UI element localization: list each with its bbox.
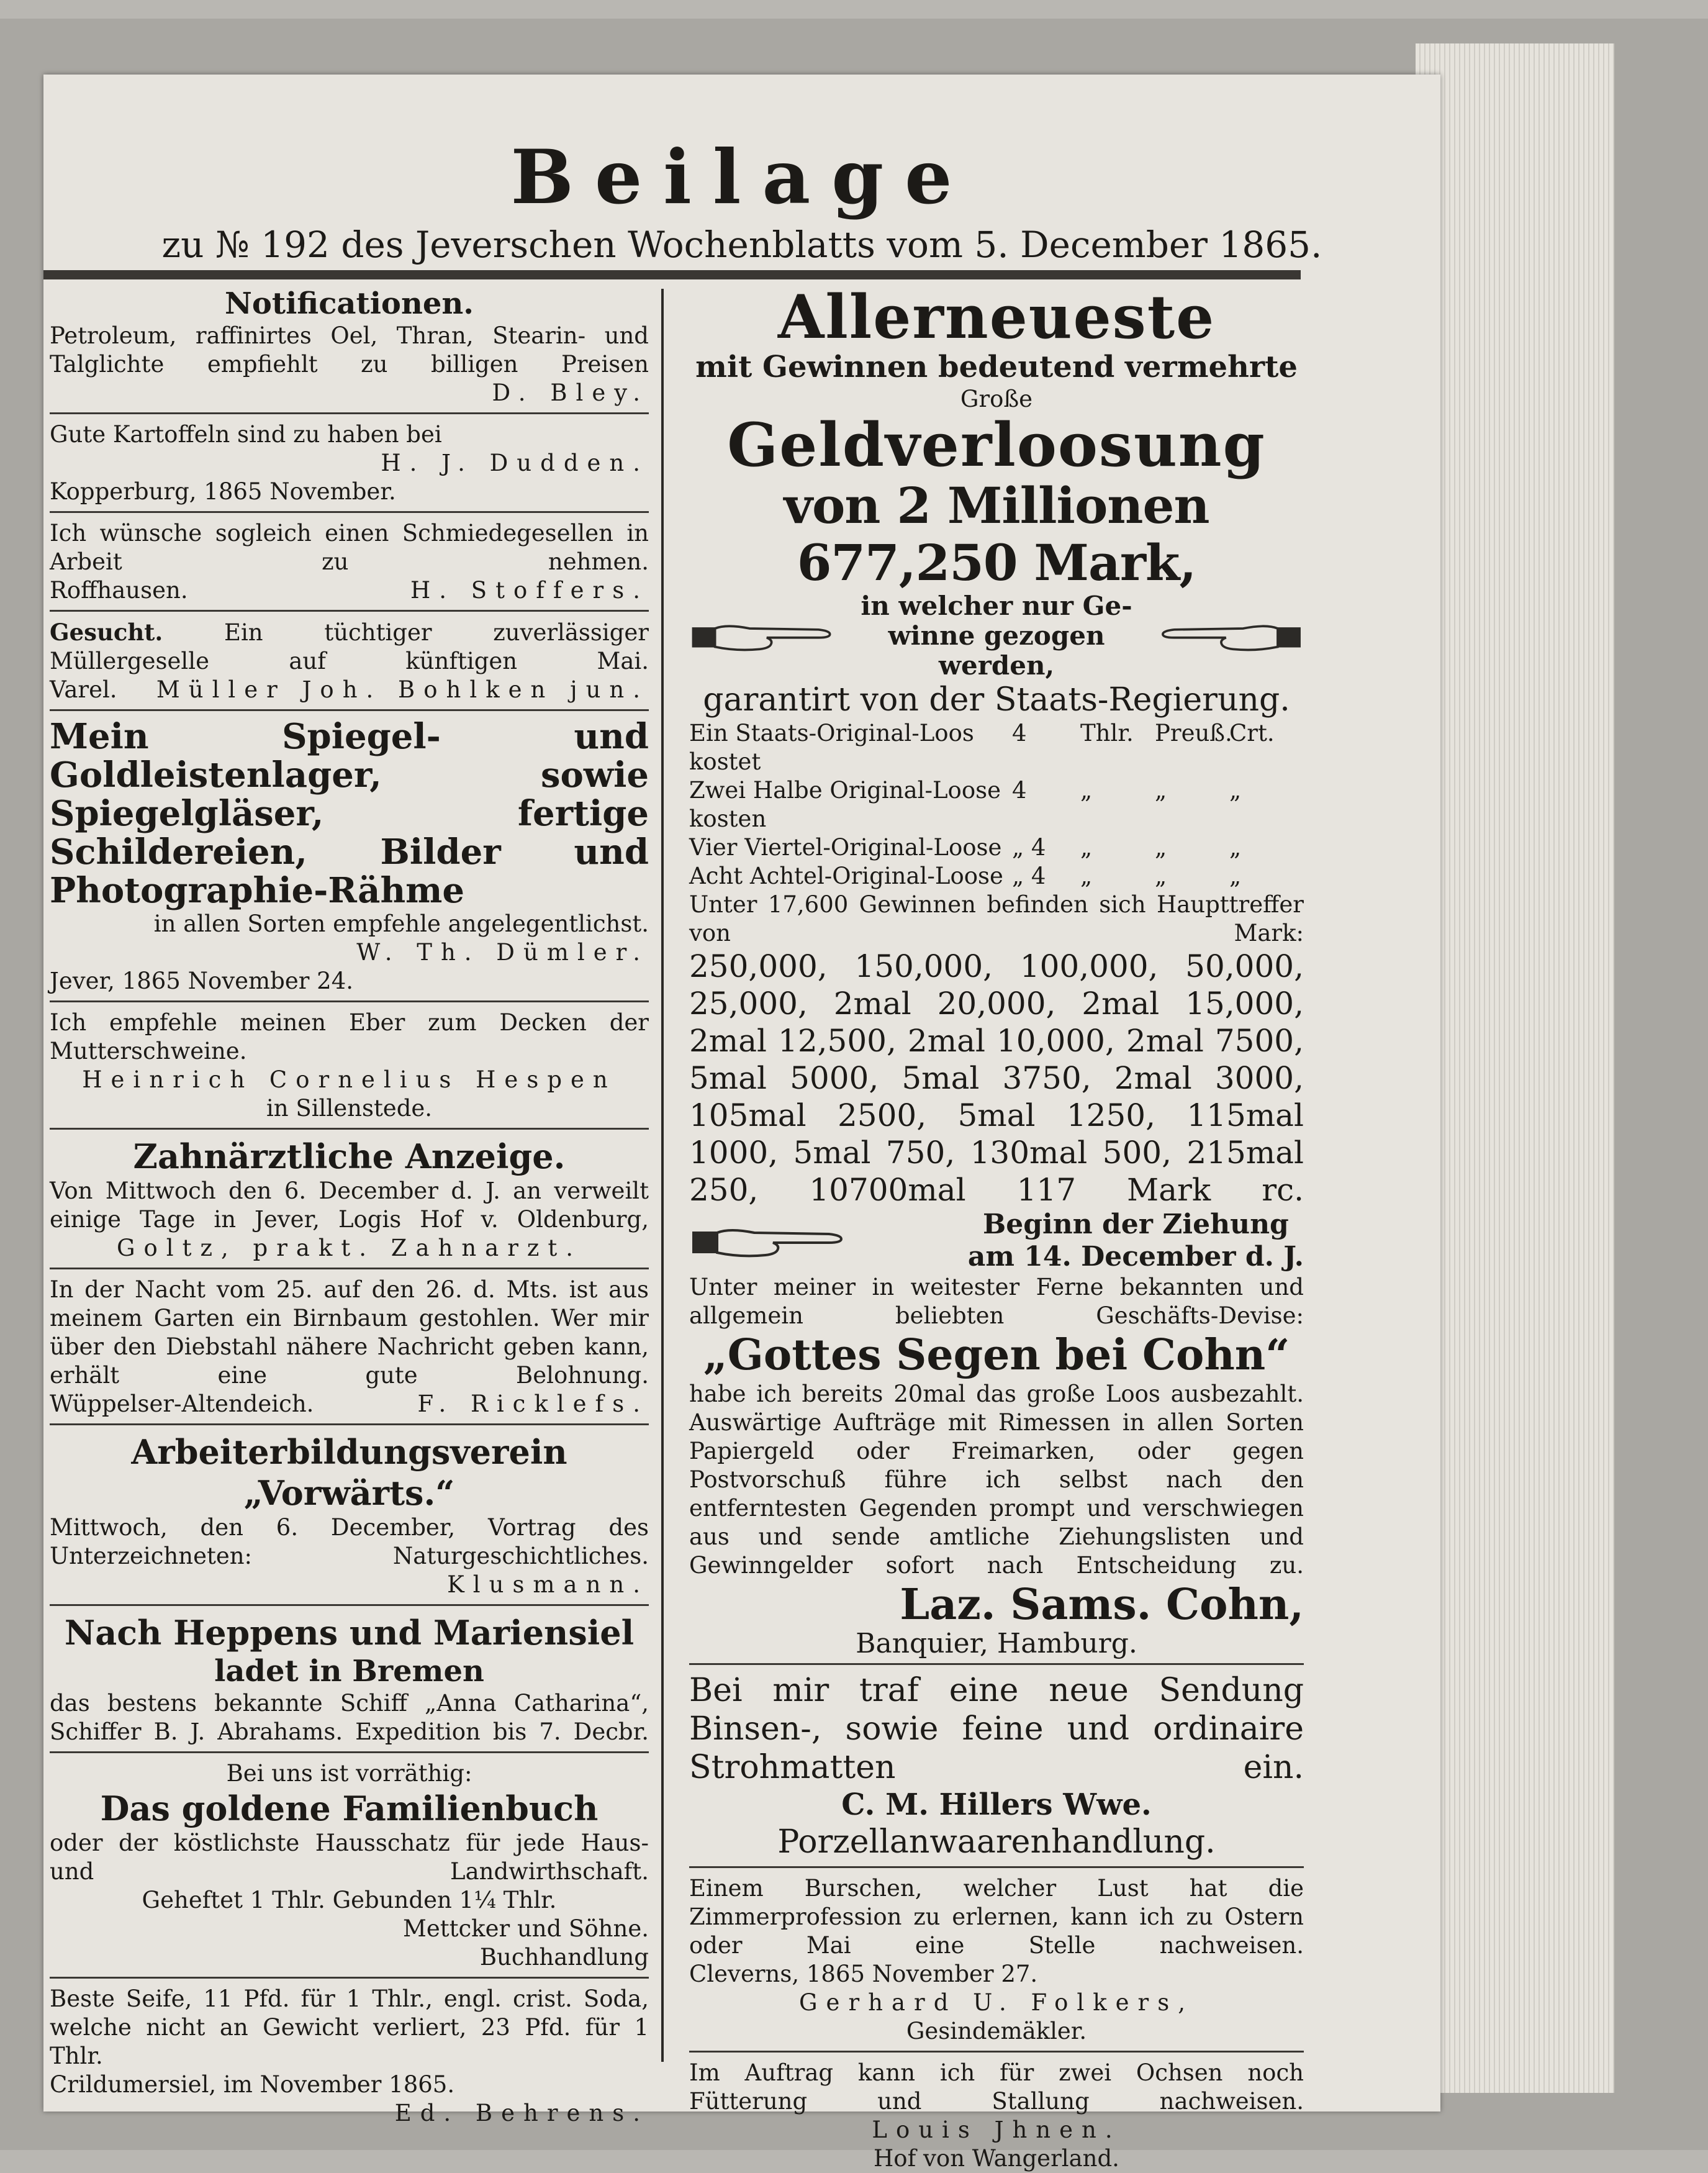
buch-signature-sub: Buchhandlung [479, 1944, 649, 1971]
lottery-amount: von 2 Millionen 677,250 Mark, [784, 476, 1209, 592]
bursche-signature-sub: Gesindemäkler. [906, 2018, 1087, 2044]
page-title: Beilage [510, 134, 974, 221]
separator [50, 1604, 649, 1606]
separator [50, 610, 649, 612]
lottery-headline: Allerneueste [777, 282, 1216, 352]
loos-row-2-label: Zwei Halbe Original-Loose kosten [689, 777, 1001, 832]
header-rule [43, 270, 1301, 279]
heppens-text: das bestens bekannte Schiff „Anna Catharina“, Schiffer B. J. Abrahams. Expedition bis 7. Decbr. [50, 1690, 649, 1745]
hillers-text: Bei mir traf eine neue Sendung Binsen-, sowie feine und ordinaire Strohmatten ein. [689, 1672, 1304, 1786]
spiegel-place: Jever, 1865 November 24. [50, 968, 354, 994]
separator [689, 1866, 1304, 1868]
gesucht-signature: Müller Joh. Bohlken jun. [156, 676, 649, 703]
loos-row-3-amount: „ 4 [1012, 834, 1046, 861]
loos-price-table [689, 719, 1304, 891]
page-edges [1416, 43, 1614, 2093]
gesucht-place: Varel. [50, 676, 117, 703]
seife-text: Beste Seife, 11 Pfd. für 1 Thlr., engl. crist. Soda, welche nicht an Gewicht verliert, 23 Pfd. für 1 Thlr. [50, 1985, 649, 2069]
schmied-signature: H. Stoffers. [410, 577, 649, 604]
buch-title: Das goldene Familienbuch [100, 1789, 599, 1828]
seife-signature: Ed. Behrens. [394, 2100, 649, 2126]
beginn-text-1: Beginn der Ziehung [983, 1209, 1289, 1240]
gesucht-label: Gesucht. [50, 619, 163, 646]
beginn-text-block [968, 1209, 1304, 1273]
loos-row-4-label: Acht Achtel-Original-Loose [689, 863, 1003, 889]
prize-list: 250,000, 150,000, 100,000, 50,000, 25,000, 2mal 20,000, 2mal 15,000, 2mal 12,500, 2mal 10,000, 2mal 7500, 5mal 5000, 5mal 3750, 2mal 3000, 105mal 2500, 5mal 1250, 115mal 1000, 5mal 750, 130mal 500, 215mal 250, 10700mal 117 Mark rc. [689, 948, 1304, 1208]
schmied-footer [50, 576, 649, 605]
buch-text: oder der köstlichste Hausschatz für jede Haus- und Landwirthschaft. [50, 1830, 649, 1885]
loos-row-1-currency: Preuß. [1155, 720, 1232, 746]
unter-text: Unter 17,600 Gewinnen befinden sich Haupttreffer von Mark: [689, 891, 1304, 946]
separator [50, 1423, 649, 1425]
cohn-title: Banquier, Hamburg. [856, 1628, 1137, 1659]
buch-price: Geheftet 1 Thlr. Gebunden 1¼ Thlr. [142, 1887, 557, 1913]
bursche-text: Einem Burschen, welcher Lust hat die Zimmerprofession zu erlernen, kann ich zu Ostern oder Mai eine Stelle nachweisen. [689, 1875, 1304, 1959]
newspaper-page [43, 75, 1440, 2172]
page-subtitle: zu № 192 des Jeverschen Wochenblatts vom 5. December 1865. [161, 224, 1322, 266]
pointing-hand-right-icon [689, 614, 839, 658]
hand-text-1: in welcher nur Ge- [861, 591, 1132, 621]
spiegel-text: in allen Sorten empfehle angelegentlichst. [153, 910, 649, 937]
loos-row-2-currency: „ [1155, 777, 1167, 804]
loos-row-3-crt: „ [1229, 834, 1242, 861]
kartoffel-place: Kopperburg, 1865 November. [50, 478, 396, 505]
kartoffel-signature: H. J. Dudden. [381, 450, 649, 476]
separator [50, 1000, 649, 1002]
loos-row-1-unit: Thlr. [1080, 720, 1134, 746]
eber-place: in Sillenstede. [266, 1095, 433, 1122]
hillers-name: C. M. Hillers Wwe. [841, 1787, 1152, 1822]
cohn-name: Laz. Sams. Cohn, [900, 1580, 1304, 1630]
lottery-subheadline: mit Gewinnen bedeutend vermehrte [695, 350, 1298, 384]
nacht-place: Wüppelser-Altendeich. [50, 1390, 314, 1417]
beginn-row [689, 1209, 1304, 1273]
notif-signature: D. Bley. [492, 379, 649, 406]
zahn-signature: Goltz, prakt. Zahnarzt. [116, 1235, 582, 1261]
separator [50, 709, 649, 711]
nacht-text: In der Nacht vom 25. auf den 26. d. Mts. ist aus meinem Garten ein Birnbaum gestohlen. Wer mir über den Diebstahl nähere Nachricht geben kann, erhält eine gute Belohnung. [50, 1276, 649, 1389]
separator [50, 1977, 649, 1979]
right-column [689, 282, 1304, 2173]
buch-signature: Mettcker und Söhne. [402, 1915, 649, 1942]
pointing-hand-right-icon [689, 1219, 851, 1263]
separator [50, 1751, 649, 1753]
schmied-text: Ich wünsche sogleich einen Schmiedegesellen in Arbeit zu nehmen. [50, 520, 649, 575]
schmied-place: Roffhausen. [50, 577, 188, 604]
loos-row-4-unit: „ [1080, 863, 1093, 889]
lottery-grosse: Große [960, 386, 1033, 412]
loos-row-3-unit: „ [1080, 834, 1093, 861]
heppens-sub-ladet: ladet in [214, 1654, 342, 1689]
devise-text: Unter meiner in weitester Ferne bekannten und allgemein beliebten Geschäfts-Devise: [689, 1274, 1304, 1329]
separator [50, 1128, 649, 1130]
loos-row-4-crt: „ [1229, 863, 1242, 889]
seife-place: Crildumersiel, im November 1865. [50, 2071, 455, 2098]
zahn-heading: Zahnärztliche Anzeige. [133, 1136, 566, 1176]
arbeiter-heading: Arbeiterbildungsverein „Vorwärts.“ [131, 1432, 567, 1513]
loos-row-1-amount: 4 [1012, 720, 1027, 746]
loos-row-3-currency: „ [1155, 834, 1167, 861]
hand-text-block [839, 591, 1155, 681]
loos-row-3-label: Vier Viertel-Original-Loose [689, 834, 1002, 861]
loos-row-2-unit: „ [1080, 777, 1093, 804]
arbeiter-signature: Klusmann. [447, 1571, 649, 1598]
ochsen-signature: Louis Jhnen. [872, 2116, 1121, 2143]
nacht-footer [50, 1390, 649, 1418]
beginn-text-2: am 14. December d. J. [967, 1241, 1304, 1272]
ochsen-text: Im Auftrag kann ich für zwei Ochsen noch Fütterung und Stallung nachweisen. [689, 2059, 1304, 2115]
bursche-place: Cleverns, 1865 November 27. [689, 1961, 1038, 1987]
pointing-hands-row [689, 591, 1304, 681]
lottery-title: Geldverloosung [727, 410, 1266, 480]
loos-row-2-crt: „ [1229, 777, 1242, 804]
buch-intro: Bei uns ist vorräthig: [226, 1760, 472, 1787]
cohn-text: habe ich bereits 20mal das große Loos ausbezahlt. Auswärtige Aufträge mit Rimessen in allen Sorten Papiergeld oder Freimarken, oder gegen Postvorschuß führe ich selbst nach den entferntesten Gegenden prompt und verschwiegen aus und sende amtliche Ziehungslisten und Gewinngelder sofort nach Entscheidung zu. [689, 1381, 1304, 1579]
loos-row-1-label: Ein Staats-Original-Loos kostet [689, 720, 974, 775]
eber-text: Ich empfehle meinen Eber zum Decken der Mutterschweine. [50, 1009, 649, 1064]
pointing-hand-left-icon [1154, 614, 1304, 658]
gesucht-footer [50, 676, 649, 704]
eber-signature: Heinrich Cornelius Hespen [82, 1066, 617, 1093]
nacht-signature: F. Ricklefs. [417, 1390, 649, 1417]
separator [50, 1268, 649, 1269]
loos-row-1-crt: Crt. [1229, 720, 1275, 746]
notif-text: Petroleum, raffinirtes Oel, Thran, Stearin- und Talglichte empfiehlt zu billigen Preisen [50, 322, 649, 378]
left-column [50, 286, 649, 2128]
bursche-signature: Gerhard U. Folkers, [799, 1989, 1194, 2016]
ochsen-signature-sub: Hof von Wangerland. [874, 2145, 1119, 2172]
loos-row-4-amount: „ 4 [1012, 863, 1046, 889]
zahn-text: Von Mittwoch den 6. December d. J. an verweilt einige Tage in Jever, Logis Hof v. Oldenburg, [50, 1177, 649, 1233]
heppens-sub [50, 1653, 649, 1689]
hand-text-2: winne gezogen werden, [888, 620, 1105, 681]
heppens-heading: Nach Heppens und Mariensiel [64, 1613, 635, 1653]
devise-slogan: „Gottes Segen bei Cohn“ [703, 1330, 1290, 1380]
garantirt-text: garantirt von der Staats-Regierung. [703, 681, 1290, 719]
heppens-sub-bremen: Bremen [352, 1654, 484, 1689]
kartoffel-text: Gute Kartoffeln sind zu haben bei [50, 421, 442, 448]
hillers-title: Porzellanwaarenhandlung. [777, 1823, 1216, 1861]
arbeiter-text: Mittwoch, den 6. December, Vortrag des Unterzeichneten: Naturgeschichtliches. [50, 1514, 649, 1569]
spiegel-signature: W. Th. Dümler. [356, 939, 649, 966]
separator [689, 2051, 1304, 2053]
notif-heading: Notificationen. [225, 286, 474, 321]
separator [50, 412, 649, 414]
gesucht-ad [50, 618, 649, 676]
column-divider [661, 289, 664, 2062]
separator [689, 1663, 1304, 1665]
loos-row-4-currency: „ [1155, 863, 1167, 889]
separator [50, 511, 649, 513]
gesucht-text: Ein tüchtiger zuverlässiger Müllergeselle auf künftigen Mai. [50, 619, 649, 674]
loos-row-2-amount: 4 [1012, 777, 1027, 804]
spiegel-headline: Mein Spiegel- und Goldleistenlager, sowie Spiegelgläser, fertige Schildereien, Bilder und Photographie-Rähme [50, 716, 649, 911]
